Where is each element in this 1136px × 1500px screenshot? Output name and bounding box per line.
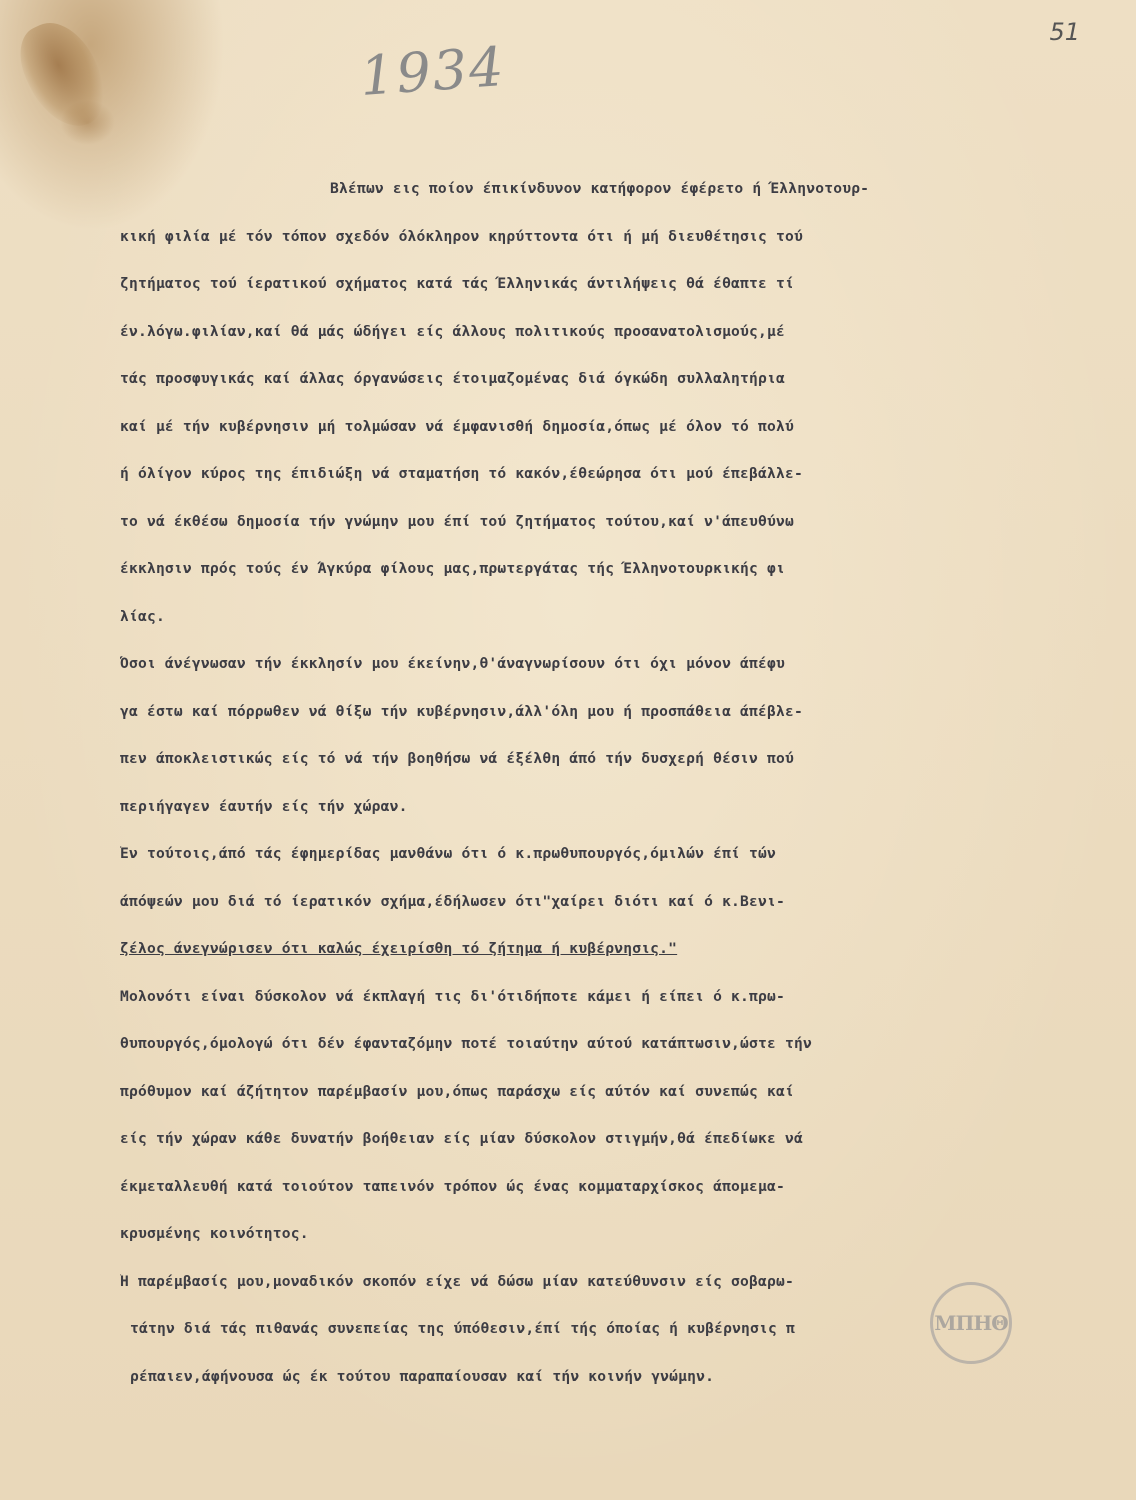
coffee-stain-small xyxy=(60,100,115,145)
text-line: Όσοι άνέγνωσαν τήν έκκλησίν μου έκείνην,θ'άναγνωρίσουν ότι όχι μόνον άπέφυ xyxy=(120,655,785,672)
text-line: έκμεταλλευθή κατά τοιούτον ταπεινόν τρόπον ώς ένας κομματαρχίσκος άπομεμα- xyxy=(120,1177,785,1195)
text-line: κική φιλία μέ τόν τόπον σχεδόν όλόκληρον κηρύττοντα ότι ή μή διευθέτησις τού xyxy=(120,227,803,245)
text-line: ή όλίγον κύρος της έπιδιώξη νά σταματήση τό κακόν,έθεώρησα ότι μού έπεβάλλε- xyxy=(120,465,803,482)
archive-stamp-label: ΜΠΗΘ xyxy=(934,1311,1008,1335)
text-line: Ή παρέμβασίς μου,μοναδικόν σκοπόν είχε νά δώσω μίαν κατεύθυνσιν είς σοβαρω- xyxy=(120,1272,794,1290)
text-line: θυπουργός,όμολογώ ότι δέν έφανταζόμην ποτέ τοιαύτην αύτού κατάπτωσιν,ώστε τήν xyxy=(120,1035,812,1052)
text-line: Βλέπων εις ποίον έπικίνδυνον κατήφορον έφέρετο ή Έλληνοτουρ- xyxy=(330,180,870,197)
text-line: περιήγαγεν έαυτήν είς τήν χώραν. xyxy=(120,797,408,815)
handwritten-year: 1934 xyxy=(357,35,508,108)
text-line: κρυσμένης κοινότητος. xyxy=(120,1225,309,1242)
text-line: λίας. xyxy=(120,607,165,625)
text-line: πεν άποκλειστικώς είς τό νά τήν βοηθήσω νά έξέλθη άπό τήν δυσχερή θέσιν πού xyxy=(120,750,794,767)
text-line: Μολονότι είναι δύσκολον νά έκπλαγή τις δι'ότιδήποτε κάμει ή είπει ό κ.πρω- xyxy=(120,987,785,1005)
text-line: καί μέ τήν κυβέρνησιν μή τολμώσαν νά έμφανισθή δημοσία,όπως μέ όλον τό πολύ xyxy=(120,417,794,435)
text-line: έν.λόγω.φιλίαν,καί θά μάς ώδήγει είς άλλους πολιτικούς προσανατολισμούς,μέ xyxy=(120,322,785,340)
text-line: άπόψεών μου διά τό ίερατικόν σχήμα,έδήλωσεν ότι"χαίρει διότι καί ό κ.Βενι- xyxy=(120,892,785,910)
text-line: πρόθυμον καί άζήτητον παρέμβασίν μου,όπως παράσχω είς αύτόν καί συνεπώς καί xyxy=(120,1082,794,1100)
text-line: ρέπαιεν,άφήνουσα ώς έκ τούτου παραπαίουσαν καί τήν κοινήν γνώμην. xyxy=(130,1367,715,1385)
text-line: είς τήν χώραν κάθε δυνατήν βοήθειαν είς μίαν δύσκολον στιγμήν,θά έπεδίωκε νά xyxy=(120,1130,803,1147)
text-line: το νά έκθέσω δημοσία τήν γνώμην μου έπί τού ζητήματος τούτου,καί ν'άπευθύνω xyxy=(120,512,794,530)
archive-stamp xyxy=(930,1282,1012,1364)
text-line: έκκλησιν πρός τούς έν Άγκύρα φίλους μας,πρωτεργάτας τής Έλληνοτουρκικής φι xyxy=(120,560,785,577)
text-line: Έν τούτοις,άπό τάς έφημερίδας μανθάνω ότι ό κ.πρωθυπουργός,όμιλών έπί τών xyxy=(120,845,776,862)
page-number: 51 xyxy=(1049,18,1080,46)
text-line: τάτην διά τάς πιθανάς συνεπείας της ύπόθεσιν,έπί τής όποίας ή κυβέρνησις π xyxy=(130,1320,795,1337)
text-line: ζητήματος τού ίερατικού σχήματος κατά τάς Έλληνικάς άντιλήψεις θά έθαπτε τί xyxy=(120,275,794,292)
text-line: τάς προσφυγικάς καί άλλας όργανώσεις έτοιμαζομένας διά όγκώδη συλλαλητήρια xyxy=(120,370,785,387)
text-line-underlined: ζέλος άνεγνώρισεν ότι καλώς έχειρίσθη τό ζήτημα ή κυβέρνησις." xyxy=(120,940,678,957)
text-line: γα έστω καί πόρρωθεν νά θίξω τήν κυβέρνησιν,άλλ'όλη μου ή προσπάθεια άπέβλε- xyxy=(120,702,803,720)
document-body xyxy=(120,165,1115,1400)
